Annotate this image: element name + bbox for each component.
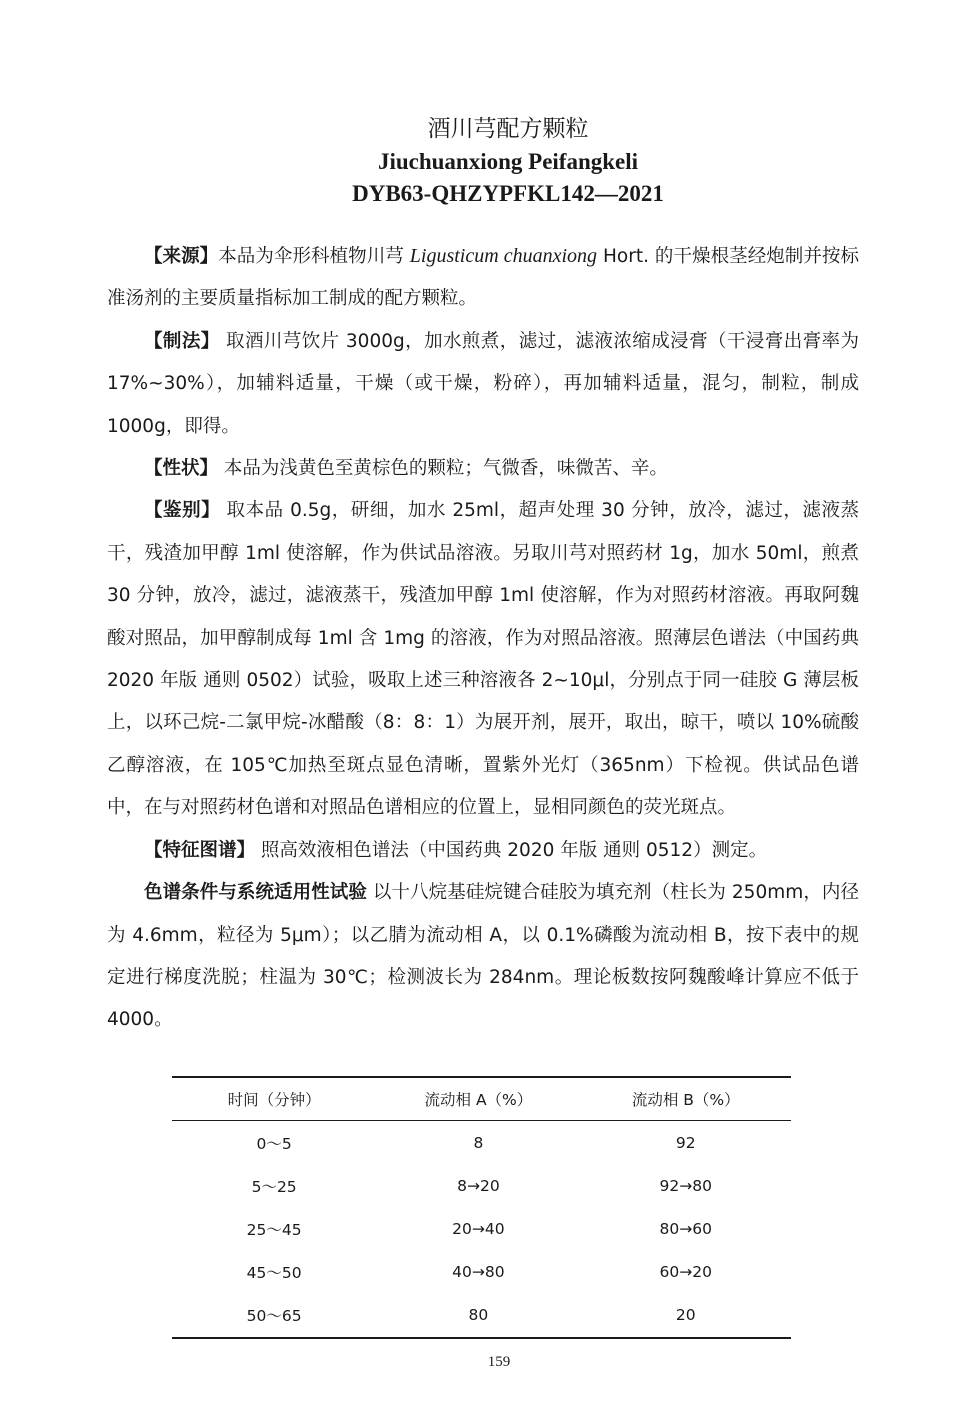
table-cell-phase-a: 8→20 (457, 1176, 500, 1195)
table-row (172, 1164, 791, 1207)
table-cell-phase-b: 60→20 (659, 1263, 712, 1282)
table-cell-time: 0～5 (256, 1134, 292, 1153)
table-cell-time: 25～45 (246, 1220, 302, 1239)
title-block (0, 112, 963, 210)
table-cell-time: 5～25 (251, 1177, 297, 1196)
heading-fingerprint: 【特征图谱】 (144, 839, 256, 861)
gradient-table-wrapper (172, 1076, 791, 1339)
table-cell-phase-b: 92 (675, 1133, 696, 1152)
paragraph-identification (107, 490, 859, 829)
heading-chromatography: 色谱条件与系统适用性试验 (144, 882, 367, 904)
paragraph-chromatography (107, 872, 859, 1042)
method-text: 取酒川芎饮片 3000g，加水煎煮，滤过，滤液浓缩成浸膏（干浸膏出膏率为 17%~30%），加辅料适量，干燥（或干燥，粉碎），再加辅料适量，混匀，制粒，制成 1000g，即得。 (107, 330, 859, 437)
heading-method: 【制法】 (144, 330, 220, 352)
table-cell-phase-b: 92→80 (659, 1176, 712, 1195)
table-header-phase-b: 流动相 B（%） (631, 1091, 740, 1109)
page-number: 159 (487, 1354, 511, 1370)
standard-code: DYB63-QHZYPFKL142—2021 (352, 181, 664, 206)
paragraph-character (107, 448, 859, 490)
character-text: 本品为浅黄色至黄棕色的颗粒；气微香，味微苦、辛。 (218, 458, 668, 480)
heading-source: 【来源】 (144, 246, 219, 267)
monograph-body (107, 235, 859, 1042)
source-text-1: 本品为伞形科植物川芎 (218, 246, 410, 267)
title-pinyin: Jiuchuanxiong Peifangkeli (377, 149, 639, 174)
table-header-time: 时间（分钟） (227, 1091, 321, 1109)
gradient-table (172, 1076, 791, 1339)
table-cell-phase-a: 20→40 (452, 1219, 505, 1238)
paragraph-fingerprint (107, 830, 859, 872)
table-cell-phase-a: 8 (473, 1133, 484, 1152)
fingerprint-text: 照高效液相色谱法（中国药典 2020 年版 通则 0512）测定。 (255, 839, 768, 861)
heading-identification: 【鉴别】 (144, 500, 221, 522)
table-header-row (172, 1077, 791, 1121)
paragraph-method (107, 321, 859, 448)
chromatography-text: 以十八烷基硅烷键合硅胶为填充剂（柱长为 250mm，内径为 4.6mm，粒径为 5μm）；以乙腈为流动相 A，以 0.1%磷酸为流动相 B，按下表中的规定进行梯度洗脱；柱温为 30℃；检测波长为 284nm。理论板数按阿魏酸峰计算应不低于 4000。 (107, 882, 859, 1031)
table-cell-phase-a: 40→80 (452, 1263, 505, 1282)
heading-character: 【性状】 (144, 458, 219, 480)
table-row (172, 1207, 791, 1250)
table-row (172, 1251, 791, 1294)
table-row (172, 1294, 791, 1338)
table-cell-time: 45～50 (246, 1264, 302, 1283)
identification-text: 取本品 0.5g，研细，加水 25ml，超声处理 30 分钟，放冷，滤过，滤液蒸干，残渣加甲醇 1ml 使溶解，作为供试品溶液。另取川芎对照药材 1g，加水 50ml，煎煮 30 分钟，放冷，滤过，滤液蒸干，残渣加甲醇 1ml 使溶解，作为对照药材溶液。再取阿魏酸对照品，加甲醇制成每 1ml 含 1mg 的溶液，作为对照品溶液。照薄层色谱法（中国药典 2020 年版 通则 0502）试验，吸取上述三种溶液各 2~10μl，分别点于同一硅胶 G 薄层板上，以环己烷-二氯甲烷-冰醋酸（8：8：1）为展开剂，展开，取出，晾干，喷以 10%硫酸乙醇溶液，在 105℃加热至斑点显色清晰，置紫外光灯（365nm）下检视。供试品色谱中，在与对照药材色谱和对照品色谱相应的位置上，显相同颜色的荧光斑点。 (107, 500, 859, 819)
paragraph-source (107, 235, 859, 321)
table-cell-time: 50～65 (246, 1307, 302, 1326)
table-header-phase-a: 流动相 A（%） (424, 1091, 533, 1109)
table-cell-phase-a: 80 (468, 1306, 489, 1325)
title-chinese: 酒川芎配方颗粒 (427, 116, 589, 142)
table-cell-phase-b: 80→60 (659, 1219, 712, 1238)
source-text-2: Hort. 的干燥根茎经炮制并按标准汤剂的主要质量指标加工制成的配方颗粒。 (107, 246, 859, 310)
latin-species-name: Ligusticum chuanxiong (409, 245, 598, 267)
table-row (172, 1121, 791, 1165)
table-cell-phase-b: 20 (675, 1306, 696, 1325)
